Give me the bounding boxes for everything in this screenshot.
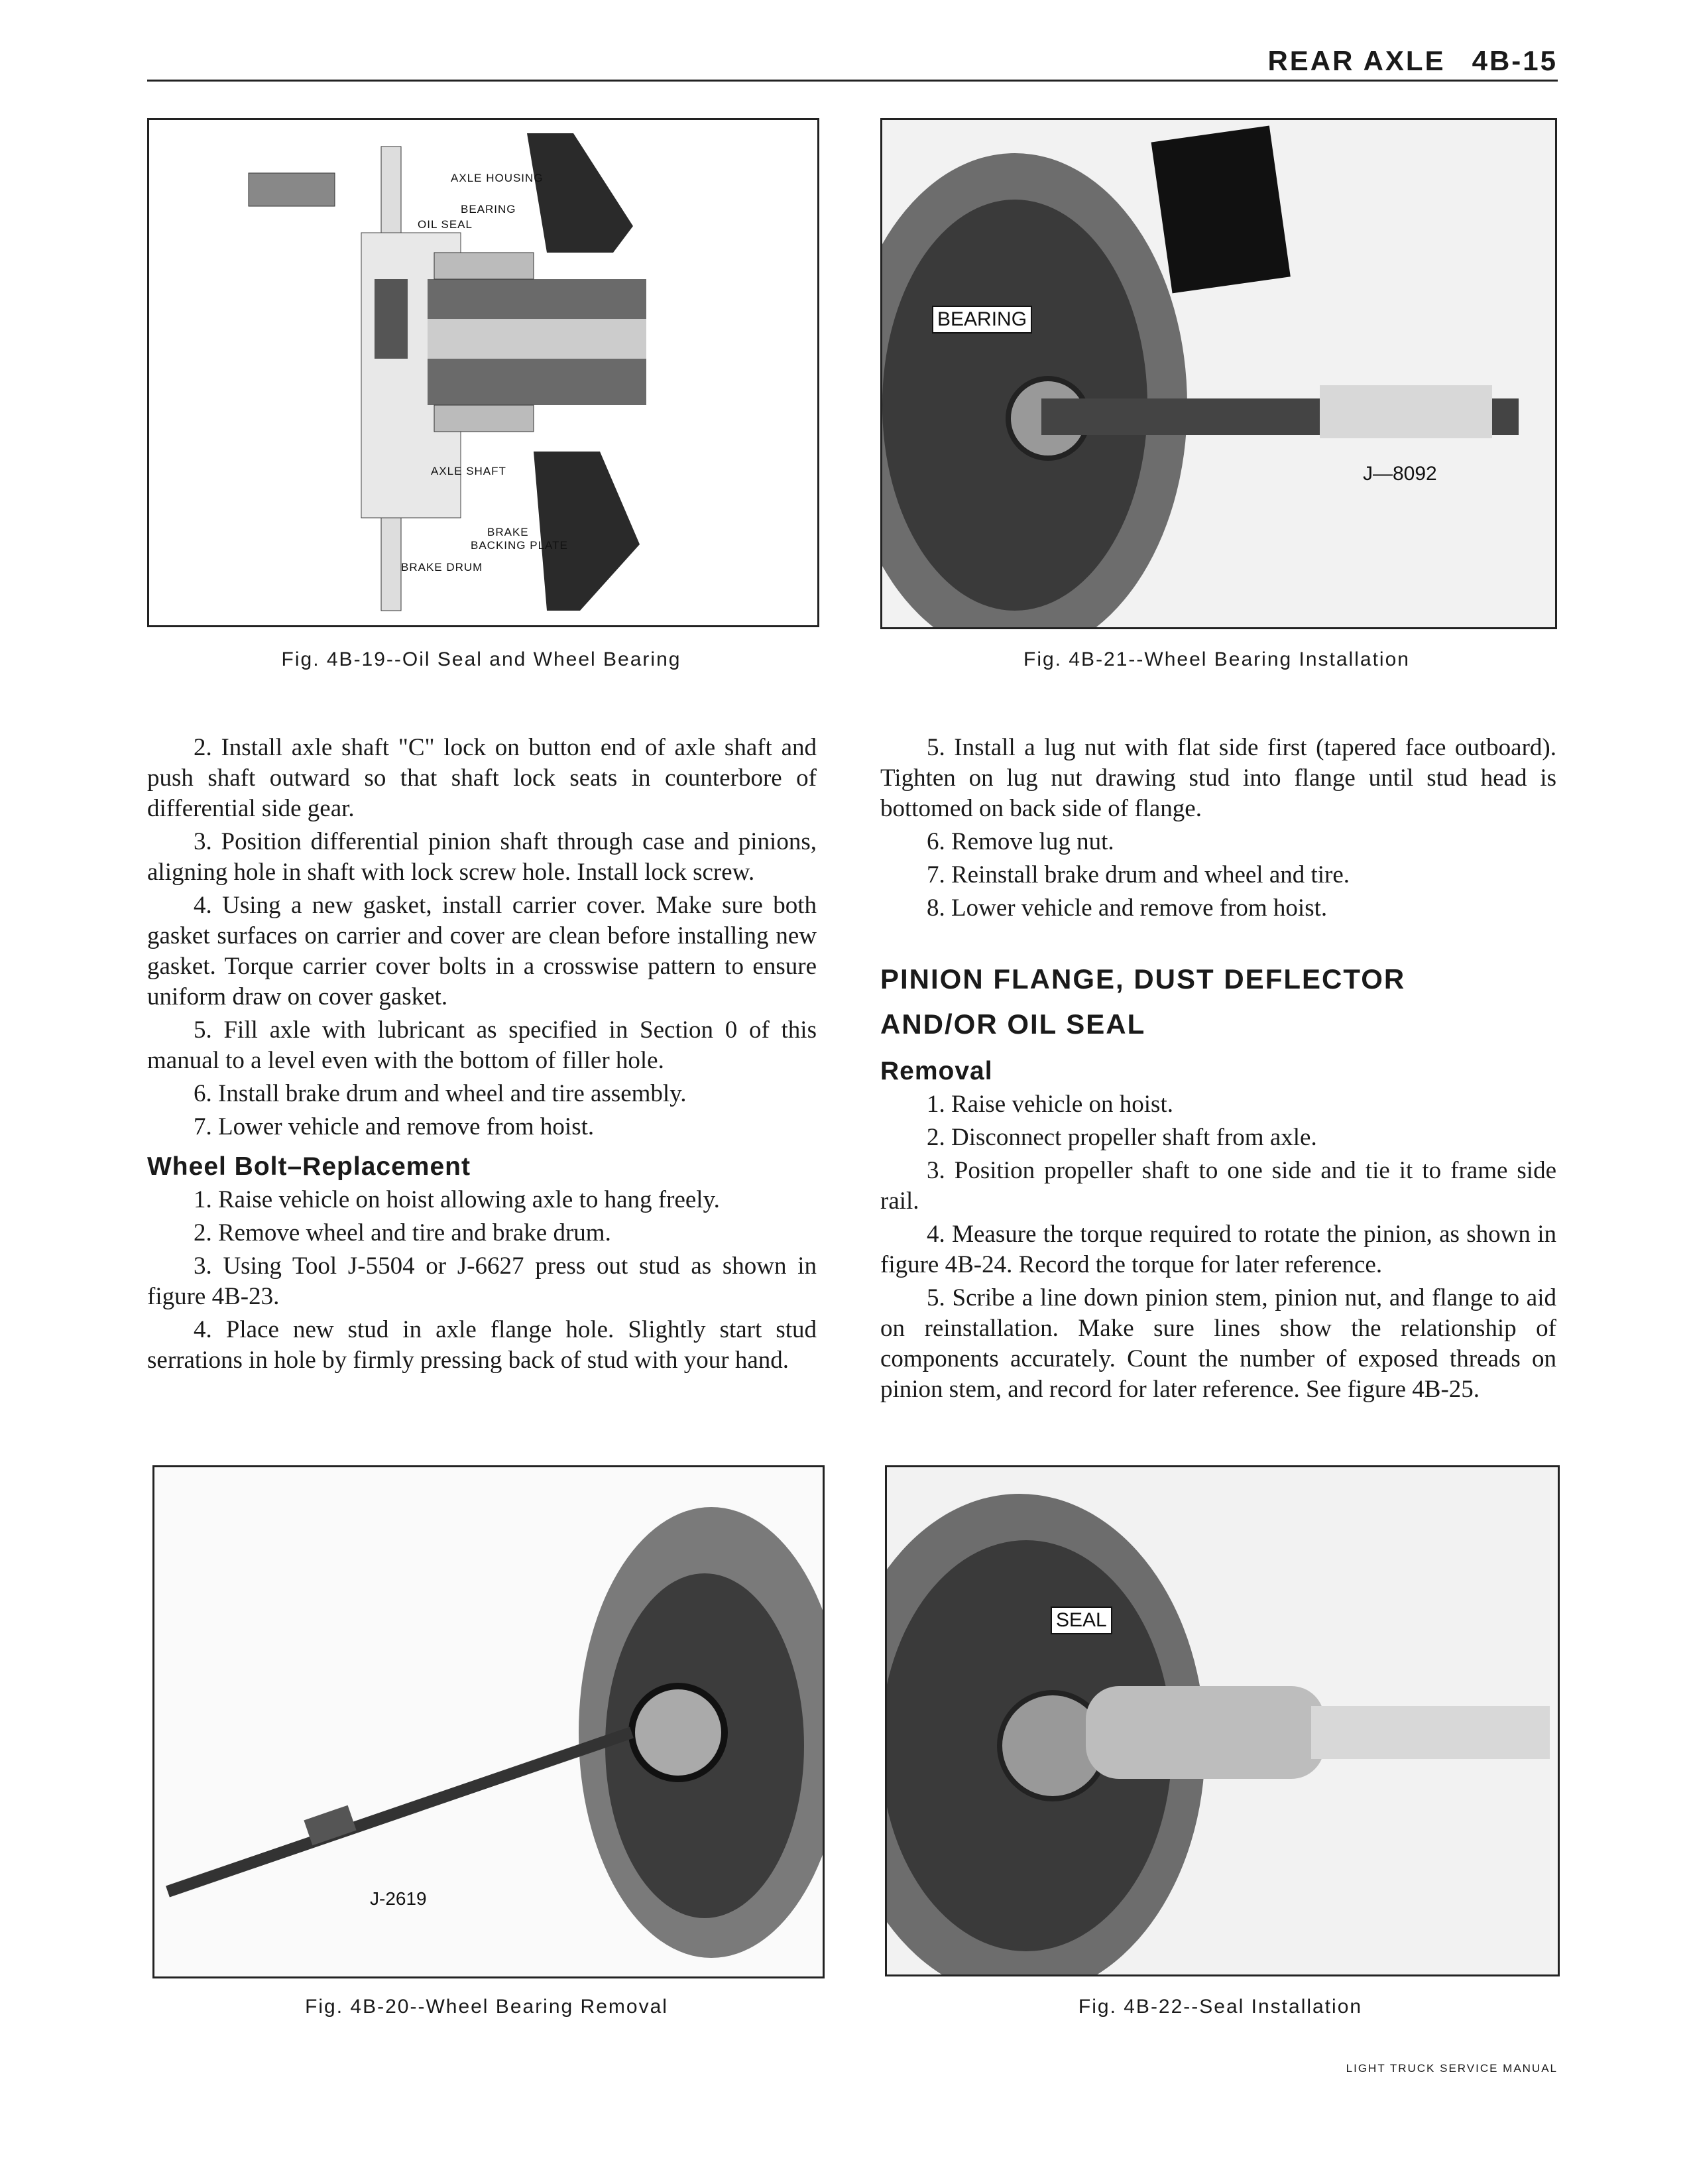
- step: 5. Scribe a line down pinion stem, pinion nut, and flange to aid on reinstallation. Make sure lines show the relationship of components accurately. Count the number of exposed threads on pinion stem, and record for later reference. See figure 4B-25.: [880, 1284, 1556, 1403]
- figure-seal-installation: [885, 1465, 1560, 1976]
- page-header: [1241, 45, 1558, 77]
- caption-fig-4b-19: Fig. 4B-19--Oil Seal and Wheel Bearing: [281, 648, 681, 670]
- label-tool-j-8092: J—8092: [1363, 463, 1437, 485]
- subheading-removal: Removal: [880, 1057, 993, 1085]
- label-brake-drum: BRAKE DRUM: [401, 561, 483, 574]
- step: 2. Disconnect propeller shaft from axle.: [927, 1124, 1317, 1151]
- paragraph: 3. Position differential pinion shaft through case and pinions, aligning hole in shaft with lock screw hole. Install lock screw.: [147, 828, 817, 886]
- figure-wheel-bearing-removal: [152, 1465, 825, 1978]
- label-oil-seal: OIL SEAL: [418, 218, 473, 231]
- left-text-column: [147, 733, 817, 1378]
- label-seal: SEAL: [1051, 1607, 1112, 1634]
- paragraph: 7. Lower vehicle and remove from hoist.: [194, 1113, 595, 1140]
- paragraph: 4. Using a new gasket, install carrier cover. Make sure both gasket surfaces on carrier and cover are clean before installing new gasket. Torque carrier cover bolts in a crosswise pattern to ensure uniform draw on cover gasket.: [147, 892, 817, 1010]
- step: 1. Raise vehicle on hoist allowing axle to hang freely.: [194, 1186, 720, 1213]
- header-rule: [147, 80, 1558, 82]
- label-bearing: BEARING: [932, 306, 1032, 334]
- step: 3. Using Tool J-5504 or J-6627 press out stud as shown in figure 4B-23.: [147, 1252, 817, 1310]
- step: 1. Raise vehicle on hoist.: [927, 1091, 1173, 1118]
- label-axle-housing: AXLE HOUSING: [451, 172, 544, 184]
- step: 2. Remove wheel and tire and brake drum.: [194, 1219, 611, 1246]
- label-bearing: BEARING: [461, 203, 516, 215]
- paragraph: 5. Fill axle with lubricant as specified in Section 0 of this manual to a level even with the bottom of filler hole.: [147, 1016, 817, 1074]
- step: 3. Position propeller shaft to one side and tie it to frame side rail.: [880, 1157, 1556, 1215]
- paragraph: 6. Remove lug nut.: [927, 828, 1114, 855]
- caption-fig-4b-22: Fig. 4B-22--Seal Installation: [1078, 1996, 1363, 2018]
- paragraph: 2. Install axle shaft "C" lock on button end of axle shaft and push shaft outward so that shaft lock seats in counterbore of differential side gear.: [147, 734, 817, 822]
- footer-manual-title: LIGHT TRUCK SERVICE MANUAL: [1346, 2062, 1558, 2075]
- seal-installation-photo: [887, 1467, 1558, 1974]
- paragraph: 8. Lower vehicle and remove from hoist.: [927, 894, 1328, 922]
- figure-oil-seal-wheel-bearing: [147, 118, 819, 627]
- subheading-wheel-bolt-replacement: Wheel Bolt–Replacement: [147, 1152, 471, 1181]
- section-heading-pinion-flange: PINION FLANGE, DUST DEFLECTOR AND/OR OIL SEAL: [880, 963, 1406, 1040]
- step: 4. Place new stud in axle flange hole. Slightly start stud serrations in hole by firmly pressing back of stud with your hand.: [147, 1316, 817, 1374]
- bearing-installation-photo: [882, 120, 1555, 627]
- label-brake: BRAKE: [487, 526, 529, 538]
- paragraph: 7. Reinstall brake drum and wheel and tire.: [927, 861, 1350, 888]
- bearing-removal-photo: [154, 1467, 823, 1976]
- right-text-column: [880, 733, 1556, 1408]
- paragraph: 6. Install brake drum and wheel and tire assembly.: [194, 1080, 687, 1107]
- caption-fig-4b-21: Fig. 4B-21--Wheel Bearing Installation: [1023, 648, 1410, 670]
- label-tool-j-2619: J-2619: [370, 1888, 427, 1909]
- page-number: 4B-15: [1472, 45, 1558, 76]
- paragraph: 5. Install a lug nut with flat side first (tapered face outboard). Tighten on lug nut drawing stud into flange until stud head is bottomed on back side of flange.: [880, 734, 1556, 822]
- section-title: REAR AXLE: [1267, 45, 1446, 76]
- label-axle-shaft: AXLE SHAFT: [431, 465, 506, 477]
- label-backing-plate: BACKING PLATE: [471, 539, 568, 552]
- caption-fig-4b-20: Fig. 4B-20--Wheel Bearing Removal: [305, 1996, 668, 2018]
- step: 4. Measure the torque required to rotate the pinion, as shown in figure 4B-24. Record the torque for later reference.: [880, 1221, 1556, 1278]
- figure-wheel-bearing-installation: [880, 118, 1557, 629]
